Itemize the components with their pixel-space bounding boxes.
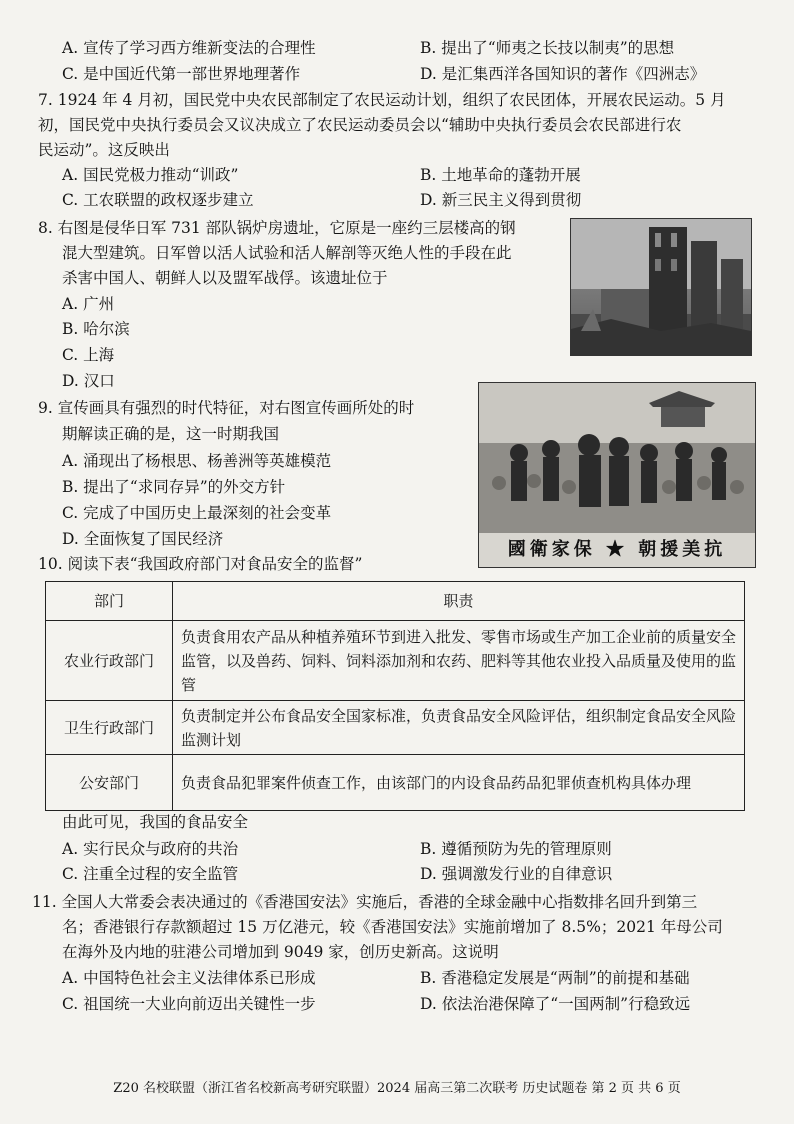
table-cell-duty: 负责食用农产品从种植养殖环节到进入批发、零售市场或生产加工企业前的质量安全监管，以及兽药、饲料、饲料添加剂和农药、肥料等其他农业投入品质量及使用的监管 [173, 621, 745, 701]
q8-option-b: B. 哈尔滨 [62, 320, 130, 338]
table-cell-dept: 卫生行政部门 [46, 701, 173, 755]
q10-option-b: B. 遵循预防为先的管理原则 [420, 840, 612, 858]
q11-option-c: C. 祖国统一大业向前迈出关键性一步 [62, 995, 316, 1013]
q8-option-a: A. 广州 [62, 295, 115, 313]
q10-option-a: A. 实行民众与政府的共治 [62, 840, 239, 858]
table-cell-dept: 农业行政部门 [46, 621, 173, 701]
q9-option-b: B. 提出了“求同存异”的外交方针 [62, 478, 286, 496]
ruins-illustration [571, 219, 751, 355]
q7-option-d: D. 新三民主义得到贯彻 [420, 191, 582, 209]
q11-stem-line1: 11. 全国人大常委会表决通过的《香港国安法》实施后，香港的全球金融中心指数排名回升到第三 [32, 893, 698, 911]
q9-option-d: D. 全面恢复了国民经济 [62, 530, 224, 548]
table-header-row [46, 582, 745, 621]
q10-option-c: C. 注重全过程的安全监管 [62, 865, 239, 883]
q6-option-c: C. 是中国近代第一部世界地理著作 [62, 65, 301, 83]
q6-option-b: B. 提出了“师夷之长技以制夷”的思想 [420, 39, 675, 57]
table-header-dept: 部门 [46, 582, 173, 621]
q10-conclusion: 由此可见，我国的食品安全 [62, 813, 249, 831]
q6-option-d: D. 是汇集西洋各国知识的著作《四洲志》 [420, 65, 706, 83]
table-row [46, 621, 745, 701]
q6-option-a: A. 宣传了学习西方维新变法的合理性 [62, 39, 316, 57]
table-row [46, 701, 745, 755]
table-row [46, 755, 745, 811]
q7-option-b: B. 土地革命的蓬勃开展 [420, 166, 581, 184]
table-cell-duty: 负责制定并公布食品安全国家标准，负责食品安全风险评估，组织制定食品安全风险监测计划 [173, 701, 745, 755]
q8-option-d: D. 汉口 [62, 372, 115, 390]
q10-stem: 10. 阅读下表“我国政府部门对食品安全的监督” [38, 555, 363, 573]
q8-option-c: C. 上海 [62, 346, 115, 364]
q11-option-a: A. 中国特色社会主义法律体系已形成 [62, 969, 316, 987]
q11-stem-line2: 名；香港银行存款额超过 15 万亿港元，较《香港国安法》实施前增加了 8.5%；2021 年母公司 [62, 918, 723, 936]
table-cell-dept: 公安部门 [46, 755, 173, 811]
q9-option-c: C. 完成了中国历史上最深刻的社会变革 [62, 504, 332, 522]
q11-option-b: B. 香港稳定发展是“两制”的前提和基础 [420, 969, 690, 987]
q11-option-d: D. 依法治港保障了“一国两制”行稳致远 [420, 995, 691, 1013]
q11-stem-line3: 在海外及内地的驻港公司增加到 9049 家，创历史新高。这说明 [62, 943, 499, 961]
q7-option-c: C. 工农联盟的政权逐步建立 [62, 191, 254, 209]
q7-stem-line3: 民运动”。这反映出 [38, 141, 170, 159]
food-safety-table [45, 581, 745, 811]
q9-stem-line1: 9. 宣传画具有强烈的时代特征，对右图宣传画所处的时 [38, 399, 415, 417]
q7-stem-line2: 初，国民党中央执行委员会又议决成立了农民运动委员会以“辅助中央执行委员会农民部进行农 [38, 116, 682, 134]
q9-stem-line2: 期解读正确的是，这一时期我国 [62, 425, 280, 443]
boiler-room-ruins-photo [570, 218, 752, 356]
q8-stem-line2: 混大型建筑。日军曾以活人试验和活人解剖等灭绝人性的手段在此 [62, 244, 512, 262]
q10-option-d: D. 强调激发行业的自律意识 [420, 865, 613, 883]
propaganda-poster [478, 382, 756, 568]
q8-stem-line1: 8. 右图是侵华日军 731 部队锅炉房遗址，它原是一座约三层楼高的钢 [38, 219, 516, 237]
q8-stem-line3: 杀害中国人、朝鲜人以及盟军战俘。该遗址位于 [62, 269, 388, 287]
table-header-duty: 职责 [173, 582, 745, 621]
q7-stem-line1: 7. 1924 年 4 月初，国民党中央农民部制定了农民运动计划，组织了农民团体，开展农民运动。5 月 [38, 91, 726, 109]
poster-illustration [479, 383, 755, 533]
q9-option-a: A. 涌现出了杨根思、杨善洲等英雄模范 [62, 452, 332, 470]
q7-option-a: A. 国民党极力推动“训政” [62, 166, 239, 184]
poster-caption: 國衛家保 ★ 朝援美抗 [507, 539, 727, 560]
page-footer: Z20 名校联盟（浙江省名校新高考研究联盟）2024 届高三第二次联考 历史试题卷 第 2 页 共 6 页 [113, 1081, 681, 1096]
table-cell-duty: 负责食品犯罪案件侦查工作，由该部门的内设食品药品犯罪侦查机构具体办理 [173, 755, 745, 811]
